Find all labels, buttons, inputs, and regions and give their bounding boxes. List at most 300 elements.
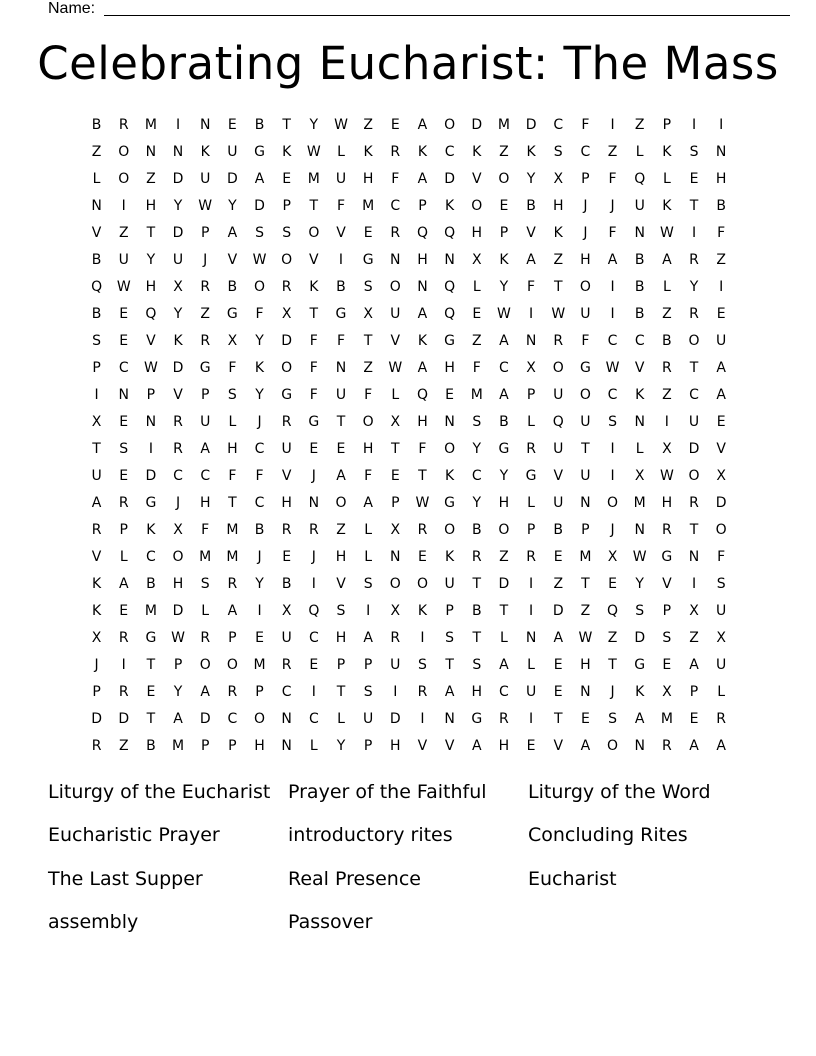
grid-letter: L	[309, 738, 318, 754]
grid-letter: V	[553, 738, 564, 754]
word-list-item: Eucharistic Prayer	[48, 824, 220, 847]
grid-letter: R	[281, 414, 292, 430]
grid-letter: R	[118, 117, 129, 133]
grid-letter: K	[282, 144, 292, 160]
grid-letter: L	[364, 549, 373, 565]
grid-letter: L	[119, 549, 128, 565]
grid-letter: S	[608, 414, 617, 430]
grid-letter: D	[525, 117, 537, 133]
grid-letter: R	[118, 684, 129, 700]
grid-letter: Y	[255, 576, 264, 592]
grid-letter: R	[689, 252, 699, 268]
grid-letter: S	[689, 144, 699, 160]
grid-letter: N	[634, 522, 645, 538]
grid-letter: I	[393, 684, 398, 700]
grid-letter: M	[497, 117, 510, 133]
grid-letter: T	[689, 522, 699, 538]
grid-letter: Z	[607, 630, 618, 646]
grid-letter: E	[363, 225, 373, 241]
grid-letter: D	[688, 441, 700, 457]
grid-letter: U	[172, 252, 184, 268]
grid-letter: K	[662, 144, 672, 160]
grid-letter: N	[335, 360, 347, 376]
grid-letter: I	[420, 711, 425, 727]
grid-letter: N	[91, 198, 102, 214]
grid-letter: T	[146, 225, 156, 241]
grid-row	[83, 733, 735, 760]
grid-letter: I	[719, 117, 724, 133]
grid-letter: S	[363, 684, 373, 700]
grid-letter: V	[309, 252, 319, 268]
grid-letter: Z	[146, 171, 156, 187]
grid-letter: Y	[499, 279, 509, 295]
grid-letter: N	[634, 225, 645, 241]
grid-letter: R	[118, 495, 129, 511]
grid-letter: C	[254, 441, 265, 457]
grid-row	[83, 355, 735, 382]
grid-letter: C	[118, 360, 129, 376]
grid-letter: P	[363, 738, 373, 754]
grid-letter: T	[336, 414, 346, 430]
grid-letter: R	[526, 549, 536, 565]
grid-letter: Y	[635, 576, 644, 592]
grid-letter: M	[172, 738, 185, 754]
grid-letter: O	[172, 549, 184, 565]
grid-letter: W	[306, 144, 321, 160]
grid-letter: H	[172, 576, 184, 592]
grid-letter: G	[254, 144, 265, 160]
grid-letter: Y	[472, 441, 482, 457]
grid-letter: R	[390, 225, 401, 241]
grid-letter: B	[526, 198, 536, 214]
grid-letter: R	[553, 333, 564, 349]
grid-letter: O	[199, 657, 211, 673]
grid-letter: F	[608, 225, 617, 241]
word-list-item: The Last Supper	[48, 867, 203, 890]
grid-letter: O	[254, 711, 266, 727]
grid-letter: S	[336, 603, 346, 619]
grid-letter: A	[499, 387, 509, 403]
grid-letter: O	[579, 279, 591, 295]
grid-letter: A	[91, 495, 102, 511]
grid-letter: H	[471, 684, 483, 700]
grid-letter: R	[661, 522, 672, 538]
grid-letter: V	[91, 225, 102, 241]
grid-letter: G	[498, 441, 510, 457]
grid-letter: C	[444, 144, 455, 160]
grid-letter: E	[526, 738, 536, 754]
grid-letter: Y	[228, 198, 237, 214]
grid-letter: S	[363, 279, 373, 295]
grid-letter: I	[691, 117, 697, 133]
grid-letter: S	[227, 387, 237, 403]
grid-letter: W	[252, 252, 267, 268]
grid-letter: M	[144, 117, 157, 133]
grid-letter: D	[389, 711, 401, 727]
grid-letter: K	[417, 144, 428, 160]
word-list-item: Liturgy of the Word	[528, 781, 711, 803]
grid-letter: K	[662, 198, 672, 214]
grid-row	[83, 409, 735, 436]
grid-letter: I	[338, 252, 344, 268]
grid-letter: Z	[363, 360, 373, 376]
grid-letter: U	[580, 306, 591, 322]
grid-letter: V	[146, 333, 156, 349]
grid-letter: J	[610, 684, 615, 700]
grid-letter: P	[200, 738, 210, 754]
grid-letter: P	[92, 360, 101, 376]
grid-letter: F	[608, 171, 617, 187]
grid-letter: U	[716, 603, 727, 619]
grid-letter: U	[716, 657, 727, 673]
grid-letter: U	[580, 468, 591, 484]
grid-letter: P	[662, 117, 672, 133]
grid-letter: V	[471, 171, 482, 187]
grid-letter: T	[581, 576, 590, 592]
grid-letter: Y	[173, 684, 183, 700]
grid-letter: B	[499, 414, 509, 430]
grid-letter: E	[418, 549, 427, 565]
grid-letter: B	[146, 576, 156, 592]
grid-row	[83, 490, 735, 517]
grid-letter: L	[717, 684, 726, 700]
word-list-item: Eucharist	[528, 867, 617, 890]
word-search-grid	[83, 112, 735, 760]
grid-letter: Y	[173, 306, 183, 322]
word-list-item: Passover	[288, 910, 373, 933]
grid-letter: N	[199, 117, 211, 133]
grid-letter: D	[444, 171, 455, 187]
grid-letter: U	[335, 171, 347, 187]
grid-letter: R	[499, 711, 509, 727]
grid-letter: H	[254, 738, 265, 754]
grid-letter: F	[364, 387, 373, 403]
grid-letter: E	[146, 684, 156, 700]
grid-letter: E	[553, 657, 563, 673]
grid-letter: D	[172, 603, 184, 619]
grid-letter: X	[526, 360, 536, 376]
grid-letter: C	[281, 684, 292, 700]
grid-letter: T	[689, 360, 699, 376]
grid-letter: N	[525, 630, 537, 646]
grid-letter: U	[580, 414, 591, 430]
grid-letter: Z	[689, 630, 699, 646]
grid-letter: D	[91, 711, 102, 727]
grid-letter: A	[417, 306, 428, 322]
grid-letter: R	[308, 522, 319, 538]
grid-letter: A	[634, 711, 645, 727]
grid-letter: J	[203, 252, 208, 268]
grid-letter: W	[659, 468, 674, 484]
grid-letter: B	[634, 279, 645, 295]
grid-letter: G	[226, 306, 238, 322]
grid-letter: V	[281, 468, 292, 484]
grid-letter: M	[362, 198, 375, 214]
grid-letter: R	[200, 630, 211, 646]
grid-letter: A	[200, 441, 210, 457]
grid-letter: I	[664, 414, 669, 430]
grid-row	[83, 166, 735, 193]
grid-letter: Z	[580, 603, 591, 619]
grid-letter: P	[119, 522, 128, 538]
grid-letter: E	[580, 711, 590, 727]
grid-letter: N	[172, 144, 184, 160]
grid-letter: I	[529, 306, 534, 322]
grid-row	[83, 706, 735, 733]
grid-letter: T	[92, 441, 101, 457]
grid-letter: N	[281, 738, 292, 754]
grid-letter: Z	[716, 252, 726, 268]
grid-letter: W	[415, 495, 430, 511]
grid-letter: M	[307, 171, 320, 187]
grid-letter: P	[581, 522, 590, 538]
grid-letter: I	[257, 603, 262, 619]
grid-letter: L	[662, 171, 671, 187]
grid-letter: J	[583, 198, 588, 214]
grid-letter: T	[228, 495, 237, 511]
grid-letter: W	[334, 117, 348, 133]
grid-letter: S	[92, 333, 102, 349]
grid-letter: L	[527, 495, 535, 511]
grid-letter: P	[526, 387, 536, 403]
grid-letter: U	[363, 711, 374, 727]
grid-letter: K	[635, 684, 645, 700]
grid-letter: T	[146, 711, 156, 727]
grid-letter: O	[444, 117, 456, 133]
grid-letter: W	[171, 630, 185, 646]
grid-letter: H	[199, 495, 211, 511]
grid-letter: D	[172, 171, 184, 187]
grid-letter: O	[281, 252, 293, 268]
grid-letter: A	[336, 468, 346, 484]
grid-letter: H	[362, 441, 374, 457]
grid-letter: O	[552, 360, 564, 376]
grid-letter: E	[390, 468, 400, 484]
grid-letter: I	[691, 225, 697, 241]
grid-letter: O	[362, 414, 374, 430]
grid-letter: S	[472, 657, 482, 673]
grid-row	[83, 301, 735, 328]
grid-row	[83, 112, 735, 139]
grid-letter: Z	[634, 117, 645, 133]
grid-letter: A	[118, 576, 129, 592]
grid-letter: U	[716, 333, 727, 349]
grid-letter: T	[418, 468, 427, 484]
grid-letter: V	[634, 360, 645, 376]
grid-letter: J	[94, 657, 99, 673]
grid-letter: H	[498, 495, 510, 511]
grid-letter: O	[579, 387, 591, 403]
grid-letter: O	[281, 360, 293, 376]
grid-letter: M	[660, 711, 673, 727]
grid-letter: J	[257, 549, 262, 565]
grid-letter: R	[227, 576, 238, 592]
grid-row	[83, 382, 735, 409]
grid-letter: H	[335, 630, 347, 646]
grid-letter: F	[228, 360, 237, 376]
grid-letter: N	[444, 414, 455, 430]
grid-letter: T	[309, 198, 319, 214]
grid-letter: T	[499, 603, 509, 619]
grid-letter: U	[553, 441, 564, 457]
grid-letter: Q	[444, 279, 456, 295]
grid-letter: I	[719, 279, 724, 295]
grid-letter: O	[335, 495, 347, 511]
grid-letter: F	[472, 360, 481, 376]
grid-letter: U	[335, 387, 347, 403]
grid-letter: H	[145, 279, 157, 295]
grid-letter: B	[553, 522, 564, 538]
grid-letter: K	[445, 549, 455, 565]
grid-letter: N	[688, 549, 700, 565]
grid-letter: R	[716, 711, 727, 727]
grid-letter: H	[715, 171, 727, 187]
grid-letter: I	[610, 468, 615, 484]
grid-letter: W	[551, 306, 566, 322]
grid-letter: P	[282, 198, 291, 214]
grid-letter: R	[91, 522, 102, 538]
grid-letter: Y	[255, 333, 264, 349]
grid-letter: B	[336, 279, 346, 295]
grid-letter: A	[227, 603, 238, 619]
grid-letter: C	[580, 144, 591, 160]
grid-letter: R	[281, 522, 292, 538]
grid-letter: A	[417, 360, 428, 376]
grid-letter: O	[688, 468, 700, 484]
grid-row	[83, 544, 735, 571]
grid-letter: L	[337, 711, 345, 727]
grid-letter: O	[118, 144, 130, 160]
grid-letter: B	[91, 252, 102, 268]
grid-letter: U	[200, 171, 211, 187]
grid-letter: G	[444, 333, 456, 349]
grid-letter: F	[255, 468, 264, 484]
grid-letter: O	[607, 495, 619, 511]
grid-letter: X	[662, 684, 672, 700]
grid-letter: G	[145, 630, 157, 646]
grid-letter: L	[92, 171, 101, 187]
grid-letter: K	[309, 279, 319, 295]
grid-letter: T	[608, 657, 617, 673]
grid-letter: C	[607, 333, 618, 349]
grid-letter: K	[146, 522, 156, 538]
grid-letter: N	[715, 144, 727, 160]
grid-letter: A	[417, 171, 428, 187]
grid-letter: D	[199, 711, 211, 727]
grid-letter: E	[390, 117, 400, 133]
grid-letter: K	[553, 225, 563, 241]
grid-letter: Z	[553, 576, 564, 592]
grid-letter: F	[336, 333, 346, 349]
grid-letter: P	[526, 522, 536, 538]
grid-letter: T	[282, 117, 291, 133]
grid-letter: C	[390, 198, 401, 214]
grid-letter: C	[607, 387, 618, 403]
grid-letter: I	[148, 441, 153, 457]
grid-letter: U	[553, 495, 564, 511]
grid-letter: C	[471, 468, 482, 484]
grid-letter: R	[526, 441, 536, 457]
grid-letter: Q	[552, 414, 564, 430]
grid-letter: S	[716, 576, 726, 592]
grid-letter: U	[525, 684, 537, 700]
grid-letter: X	[281, 306, 292, 322]
grid-letter: S	[282, 225, 292, 241]
grid-letter: T	[363, 333, 373, 349]
grid-letter: V	[173, 387, 183, 403]
grid-letter: X	[716, 630, 726, 646]
name-underline	[104, 15, 790, 16]
grid-letter: Q	[145, 306, 157, 322]
grid-letter: M	[633, 495, 646, 511]
grid-letter: S	[418, 657, 427, 673]
grid-letter: U	[553, 387, 564, 403]
grid-letter: L	[228, 414, 237, 430]
grid-letter: V	[336, 225, 346, 241]
grid-letter: I	[121, 198, 126, 214]
grid-letter: G	[335, 306, 347, 322]
grid-letter: B	[91, 117, 102, 133]
grid-letter: X	[390, 522, 401, 538]
grid-letter: R	[471, 549, 482, 565]
grid-letter: G	[471, 711, 483, 727]
grid-letter: N	[145, 414, 157, 430]
grid-letter: Y	[255, 387, 264, 403]
grid-letter: F	[255, 306, 264, 322]
grid-letter: B	[471, 603, 482, 619]
grid-letter: K	[526, 144, 536, 160]
grid-letter: C	[553, 117, 564, 133]
grid-letter: T	[146, 657, 156, 673]
grid-letter: X	[173, 522, 183, 538]
grid-letter: D	[715, 495, 727, 511]
grid-letter: O	[118, 171, 130, 187]
grid-letter: S	[662, 630, 672, 646]
grid-letter: R	[390, 630, 401, 646]
grid-letter: O	[498, 522, 510, 538]
grid-row	[83, 139, 735, 166]
grid-letter: T	[309, 306, 319, 322]
grid-letter: N	[308, 495, 320, 511]
grid-letter: B	[634, 252, 645, 268]
grid-letter: G	[362, 252, 374, 268]
grid-letter: Y	[309, 117, 319, 133]
grid-letter: I	[420, 630, 425, 646]
grid-letter: X	[471, 252, 482, 268]
grid-letter: E	[716, 414, 726, 430]
grid-letter: F	[418, 441, 427, 457]
grid-letter: X	[662, 441, 672, 457]
grid-letter: E	[336, 441, 346, 457]
grid-letter: F	[717, 225, 726, 241]
grid-letter: U	[118, 252, 129, 268]
grid-letter: E	[309, 657, 319, 673]
grid-letter: D	[552, 603, 564, 619]
grid-letter: P	[255, 684, 264, 700]
grid-letter: V	[444, 738, 455, 754]
grid-letter: O	[308, 225, 320, 241]
grid-letter: Z	[363, 117, 373, 133]
grid-letter: U	[227, 144, 238, 160]
grid-row	[83, 652, 735, 679]
grid-letter: I	[691, 576, 697, 592]
grid-letter: A	[499, 657, 509, 673]
grid-letter: W	[578, 630, 593, 646]
grid-letter: X	[390, 414, 401, 430]
grid-letter: P	[200, 387, 210, 403]
grid-letter: P	[418, 198, 427, 214]
grid-letter: E	[255, 630, 264, 646]
